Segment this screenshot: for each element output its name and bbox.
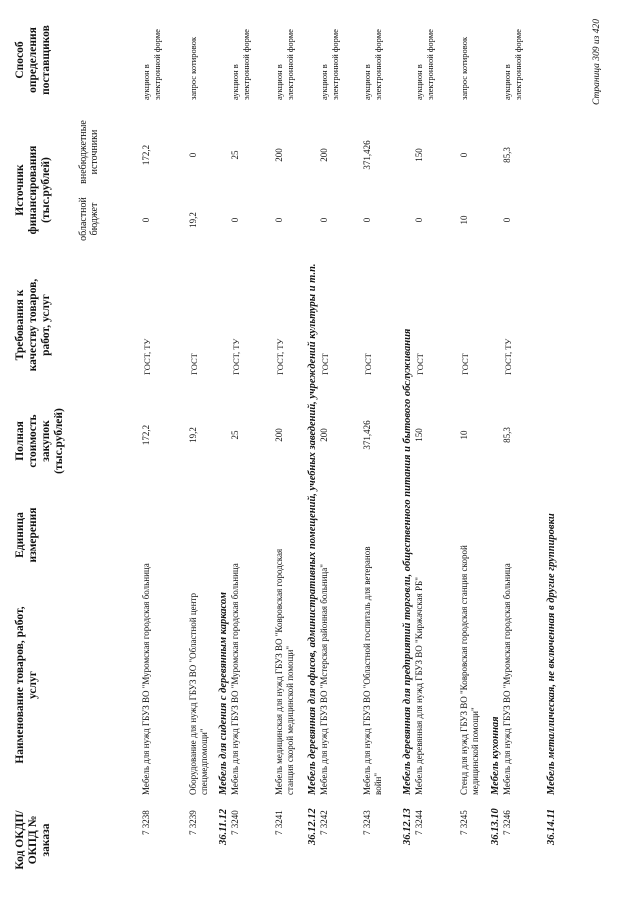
row-name-line2: станция скорой медицинской помощи" <box>285 645 295 795</box>
row-regional: 0 <box>414 217 424 223</box>
row-regional: 0 <box>362 217 372 223</box>
section-title: Мебель для сидения с деревянным каркасом <box>218 592 229 795</box>
row-num: 7 3238 <box>141 810 151 835</box>
row-extra: 150 <box>414 148 424 162</box>
row-extra: 0 <box>459 152 469 158</box>
row-req: ГОСТ <box>460 353 470 375</box>
row-total: 172,2 <box>141 424 151 446</box>
row-name-line1: Мебель медицинская для нужд ГБУЗ ВО "Ковровская городская <box>274 548 284 795</box>
row-method: аукцион в электронной форме <box>414 29 435 100</box>
section-code: 36.12.12 <box>307 808 318 845</box>
row-method: аукцион в электронной форме <box>502 29 523 100</box>
row-name-line1: Мебель для нужд ГБУЗ ВО "Областной госпиталь для ветеранов <box>362 546 372 795</box>
row-method: запрос котировок <box>459 36 469 100</box>
header-method: Способ определения поставщиков <box>14 25 52 95</box>
row-regional: 0 <box>141 217 151 223</box>
row-total: 85,3 <box>502 427 512 443</box>
header-name: Наименование товаров, работ, услуг <box>14 606 39 764</box>
row-name: Мебель для нужд ГБУЗ ВО "Муромская городская больница <box>230 563 240 795</box>
row-name-line1: Стенд для нужд ГБУЗ ВО "Ковровская городская станция скорой <box>459 545 469 795</box>
row-req: ГОСТ <box>415 353 425 375</box>
row-total: 200 <box>319 428 329 442</box>
row-extra: 172,2 <box>141 144 151 166</box>
row-regional: 0 <box>319 217 329 223</box>
row-num: 7 3244 <box>414 810 424 835</box>
row-req: ГОСТ, ТУ <box>142 338 152 375</box>
row-name-line1: Оборудование для нужд ГБУЗ ВО "Областной центр <box>188 593 198 795</box>
row-total: 200 <box>274 428 284 442</box>
row-num: 7 3240 <box>230 810 240 835</box>
row-num: 7 3242 <box>319 810 329 835</box>
row-req: ГОСТ <box>363 353 373 375</box>
section-title: Мебель деревянная для предприятий торговли, общественного питания и бытового обслуживания <box>402 328 413 795</box>
row-regional: 19,2 <box>188 212 198 228</box>
section-title: Мебель деревянная для офисов, административных помещений, учебных заведений, учреждений культуры и т.п. <box>307 263 318 795</box>
section-code: 36.11.12 <box>218 808 229 845</box>
header-source-extra: внебюджетные источники <box>78 120 100 184</box>
row-name-line2: войн" <box>373 773 383 795</box>
row-extra: 371,426 <box>362 140 372 170</box>
row-method: аукцион в электронной форме <box>362 29 383 100</box>
row-req: ГОСТ <box>320 353 330 375</box>
row-extra: 25 <box>230 150 240 160</box>
row-method: аукцион в электронной форме <box>230 29 251 100</box>
row-req: ГОСТ, ТУ <box>231 338 241 375</box>
row-regional: 0 <box>502 217 512 223</box>
header-unit: Единица измерения <box>14 507 39 563</box>
row-name-line2: спецмедпомощи" <box>199 728 209 795</box>
row-method: аукцион в электронной форме <box>274 29 295 100</box>
section-code: 36.14.11 <box>546 808 557 845</box>
row-regional: 0 <box>230 217 240 223</box>
row-num: 7 3239 <box>188 810 198 835</box>
section-title: Мебель кухонная <box>490 716 501 795</box>
row-num: 7 3241 <box>274 810 284 835</box>
row-req: ГОСТ <box>189 353 199 375</box>
row-num: 7 3243 <box>362 810 372 835</box>
row-total: 150 <box>414 428 424 442</box>
header-total: Полная стоимость закупок (тыс.рублей) <box>14 408 65 474</box>
header-code: Код ОКДП/ ОКПД № заказа <box>14 810 52 870</box>
row-regional: 0 <box>274 217 284 223</box>
header-requirements: Требования к качеству товаров, работ, услуг <box>14 278 52 372</box>
header-source-regional: областной бюджет <box>78 197 100 241</box>
section-code: 36.12.13 <box>402 808 413 845</box>
row-method: аукцион в электронной форме <box>141 29 162 100</box>
row-extra: 200 <box>319 148 329 162</box>
row-total: 10 <box>459 430 469 440</box>
row-regional: 10 <box>459 215 469 225</box>
row-req: ГОСТ, ТУ <box>503 338 513 375</box>
section-code: 36.13.10 <box>490 808 501 845</box>
row-name-line2: медицинской помощи" <box>470 707 480 795</box>
page-number: Страница 309 из 420 <box>592 19 602 105</box>
row-req: ГОСТ, ТУ <box>275 338 285 375</box>
section-title: Мебель металлическая, не включенная в другие группировки <box>546 513 557 795</box>
row-num: 7 3245 <box>459 810 469 835</box>
row-name: Мебель для нужд ГБУЗ ВО "Муромская городская больница <box>502 563 512 795</box>
row-method: запрос котировок <box>188 36 198 100</box>
row-method: аукцион в электронной форме <box>319 29 340 100</box>
row-total: 371,426 <box>362 420 372 450</box>
row-extra: 200 <box>274 148 284 162</box>
row-extra: 0 <box>188 152 198 158</box>
row-name: Мебель для нужд ГБУЗ ВО "Мстерская районная больница" <box>319 564 329 795</box>
row-total: 19,2 <box>188 427 198 443</box>
row-num: 7 3246 <box>502 810 512 835</box>
row-name: Мебель деревянная для нужд ГБУЗ ВО "Киржачская РБ" <box>414 577 424 795</box>
row-name: Мебель для нужд ГБУЗ ВО "Муромская городская больница <box>141 563 151 795</box>
row-extra: 85,3 <box>502 147 512 163</box>
header-source: Источник финансирования (тыс.рублей) <box>14 145 52 235</box>
row-total: 25 <box>230 430 240 440</box>
